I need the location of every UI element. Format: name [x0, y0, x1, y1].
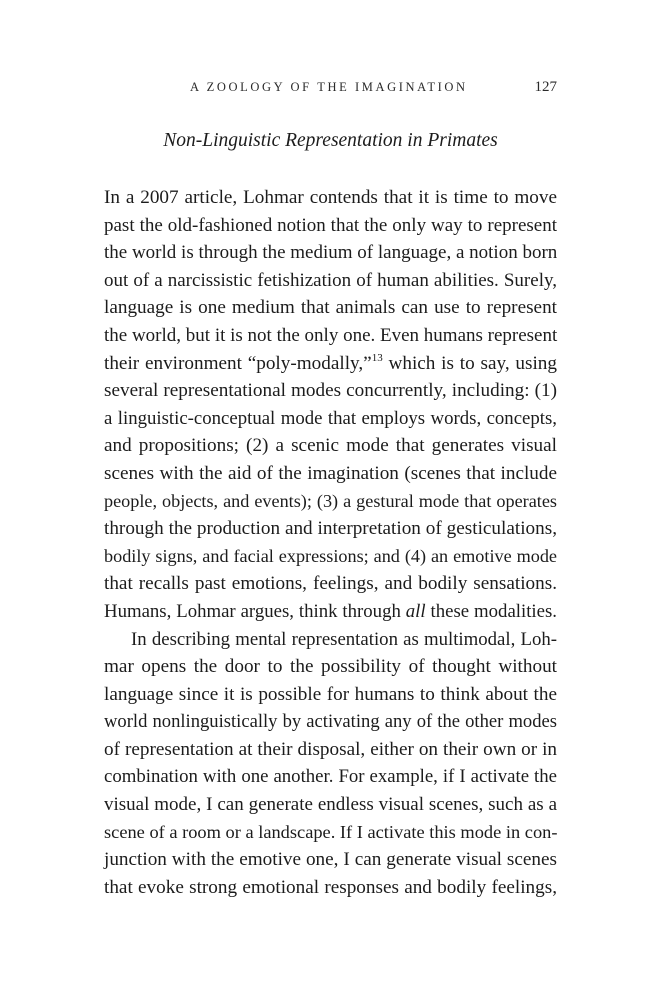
text-line: of representation at their disposal, either on their own or in [104, 738, 557, 760]
text-line: In a 2007 article, Lohmar contends that it is time to move [104, 187, 557, 208]
running-title: A ZOOLOGY OF THE IMAGINATION [190, 80, 468, 94]
text-segment: which is to say, using [382, 352, 557, 374]
italic-emphasis: all [405, 600, 426, 622]
text-line: through the production and interpretation of gesticulations, [104, 518, 557, 540]
text-line: mar opens the door to the possibility of thought without [104, 656, 557, 678]
text-line: language is one medium that animals can use to represent [104, 297, 557, 319]
text-line [104, 350, 557, 378]
text-line: out of a narcissistic fetishization of human abilities. Surely, [104, 269, 557, 291]
text-line: language since it is possible for humans to think about the [104, 683, 557, 705]
text-line: the world, but it is not the only one. Even humans represent [104, 324, 558, 346]
text-line: past the old-fashioned notion that the only way to represent [104, 214, 557, 236]
paragraph-1 [104, 184, 557, 626]
text-line: the world is through the medium of language, a notion born [104, 242, 558, 264]
text-line: scene of a room or a landscape. If I activate this mode in con- [104, 821, 558, 842]
text-segment: these modalities. [425, 600, 557, 622]
text-line: that evoke strong emotional responses and bodily feelings, [104, 876, 557, 898]
paragraph-2 [104, 626, 557, 902]
text-line: world nonlinguistically by activating any of the other modes [104, 711, 557, 733]
text-line: several representational modes concurrently, including: (1) [104, 380, 557, 402]
text-segment: Humans, Lohmar argues, think through [104, 600, 406, 622]
text-line [104, 598, 557, 626]
text-line: junction with the emotive one, I can generate visual scenes [104, 849, 557, 871]
text-line: In describing mental representation as multimodal, Loh- [131, 628, 557, 650]
page-number: 127 [534, 79, 557, 95]
footnote-reference: 13 [371, 351, 383, 364]
text-line: visual mode, I can generate endless visual scenes, such as a [104, 794, 557, 816]
section-heading: Non-Linguistic Representation in Primates [163, 130, 498, 151]
text-line: a linguistic-conceptual mode that employs words, concepts, [104, 407, 557, 429]
text-line: people, objects, and events); (3) a gestural mode that operates [104, 490, 557, 511]
running-header [104, 80, 557, 100]
text-line: scenes with the aid of the imagination (scenes that include [104, 462, 557, 484]
text-line: bodily signs, and facial expressions; and (4) an emotive mode [104, 545, 557, 566]
text-line: and propositions; (2) a scenic mode that generates visual [104, 435, 557, 457]
text-line: combination with one another. For example, if I activate the [104, 766, 557, 788]
text-line: that recalls past emotions, feelings, and bodily sensations. [104, 573, 557, 595]
text-segment: their environment “poly-modally,” [104, 352, 372, 374]
body-text [104, 184, 557, 901]
